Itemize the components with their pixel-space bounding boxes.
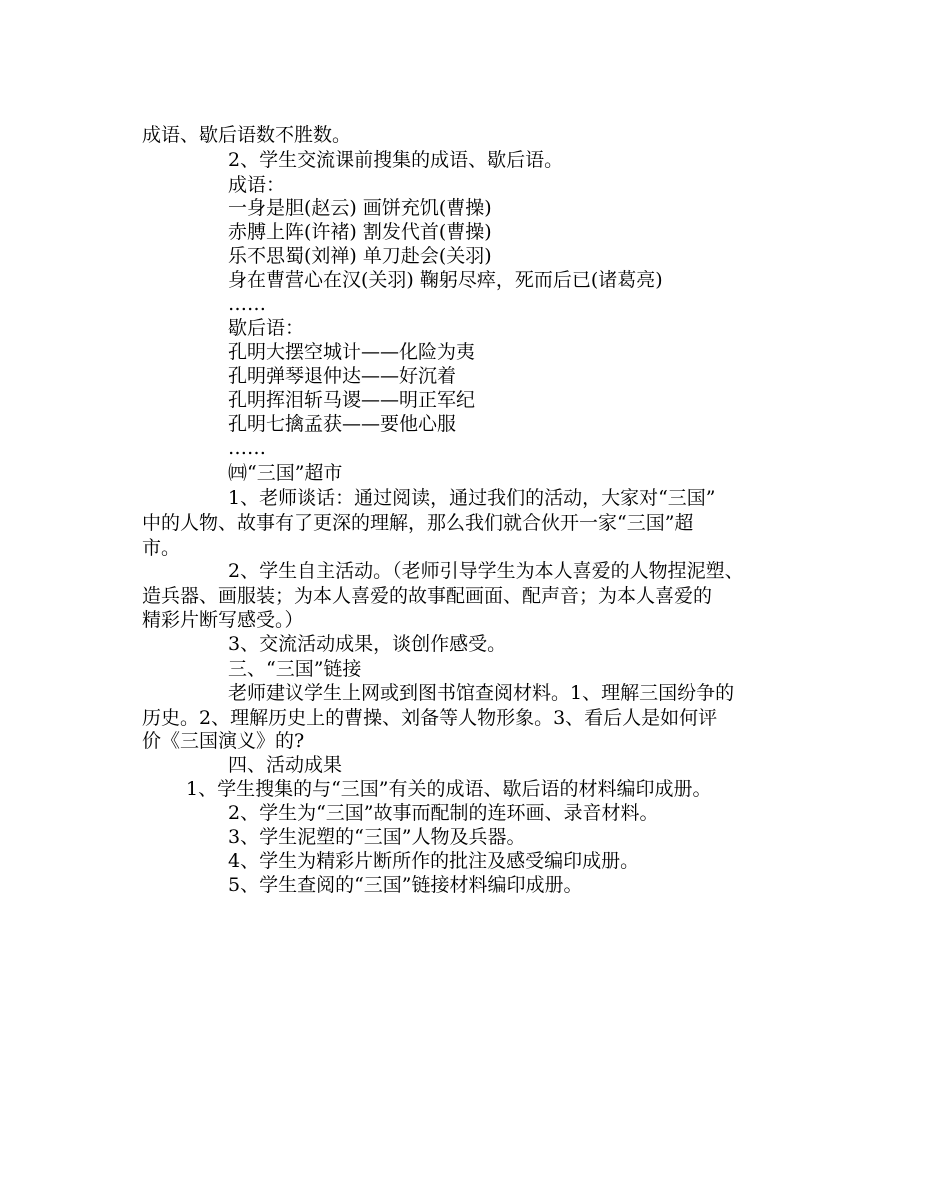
text-line: ……: [228, 437, 266, 459]
text-line: 1、学生搜集的与“三国”有关的成语、歇后语的材料编印成册。: [186, 778, 712, 800]
text-line: 成语：: [228, 174, 286, 196]
text-line: 乐不思蜀(刘禅) 单刀赴会(关羽): [228, 245, 492, 267]
text-line: 歇后语：: [228, 317, 305, 339]
text-line: 孔明大摆空城计——化险为夷: [228, 341, 476, 363]
text-line: 1、老师谈话：通过阅读，通过我们的活动，大家对“三国”: [228, 487, 716, 509]
section-heading: 三、“三国”链接: [228, 658, 362, 680]
text-line: 市。: [142, 537, 181, 559]
text-line: 造兵器、画服装；为本人喜爱的故事配画面、配声音；为本人喜爱的: [142, 585, 713, 607]
text-line: 赤膊上阵(许褚) 割发代首(曹操): [228, 221, 492, 243]
text-line: 孔明挥泪斩马谡——明正军纪: [228, 389, 476, 411]
text-line: 老师建议学生上网或到图书馆查阅材料。1、理解三国纷争的: [228, 682, 735, 704]
text-line: 5、学生查阅的“三国”链接材料编印成册。: [228, 874, 583, 896]
text-line: 身在曹营心在汉(关羽) 鞠躬尽瘁，死而后已(诸葛亮): [228, 269, 663, 291]
text-line: 2、学生交流课前搜集的成语、歇后语。: [228, 149, 564, 171]
text-line: 精彩片断写感受。）: [142, 609, 304, 631]
text-line: ……: [228, 293, 266, 315]
text-line: 历史。2、理解历史上的曹操、刘备等人物形象。3、看后人是如何评: [142, 707, 718, 729]
text-line: 2、学生自主活动。（老师引导学生为本人喜爱的人物捏泥塑、: [228, 560, 744, 582]
section-heading: ㈣“三国”超市: [228, 462, 343, 484]
text-line: 孔明七擒孟获——要他心服: [228, 413, 457, 435]
text-line: 孔明弹琴退仲达——好沉着: [228, 365, 457, 387]
text-line: 价《三国演义》的?: [142, 730, 305, 752]
text-line: 3、交流活动成果，谈创作感受。: [228, 633, 507, 655]
text-line: 中的人物、故事有了更深的理解，那么我们就合伙开一家“三国”超: [142, 512, 694, 534]
section-heading: 四、活动成果: [228, 754, 343, 776]
text-line: 一身是胆(赵云) 画饼充饥(曹操): [228, 197, 492, 219]
text-line: 2、学生为“三国”故事而配制的连环画、录音材料。: [228, 802, 659, 824]
text-line: 成语、歇后语数不胜数。: [142, 124, 352, 146]
text-line: 4、学生为精彩片断所作的批注及感受编印成册。: [228, 850, 640, 872]
text-line: 3、学生泥塑的“三国”人物及兵器。: [228, 826, 526, 848]
